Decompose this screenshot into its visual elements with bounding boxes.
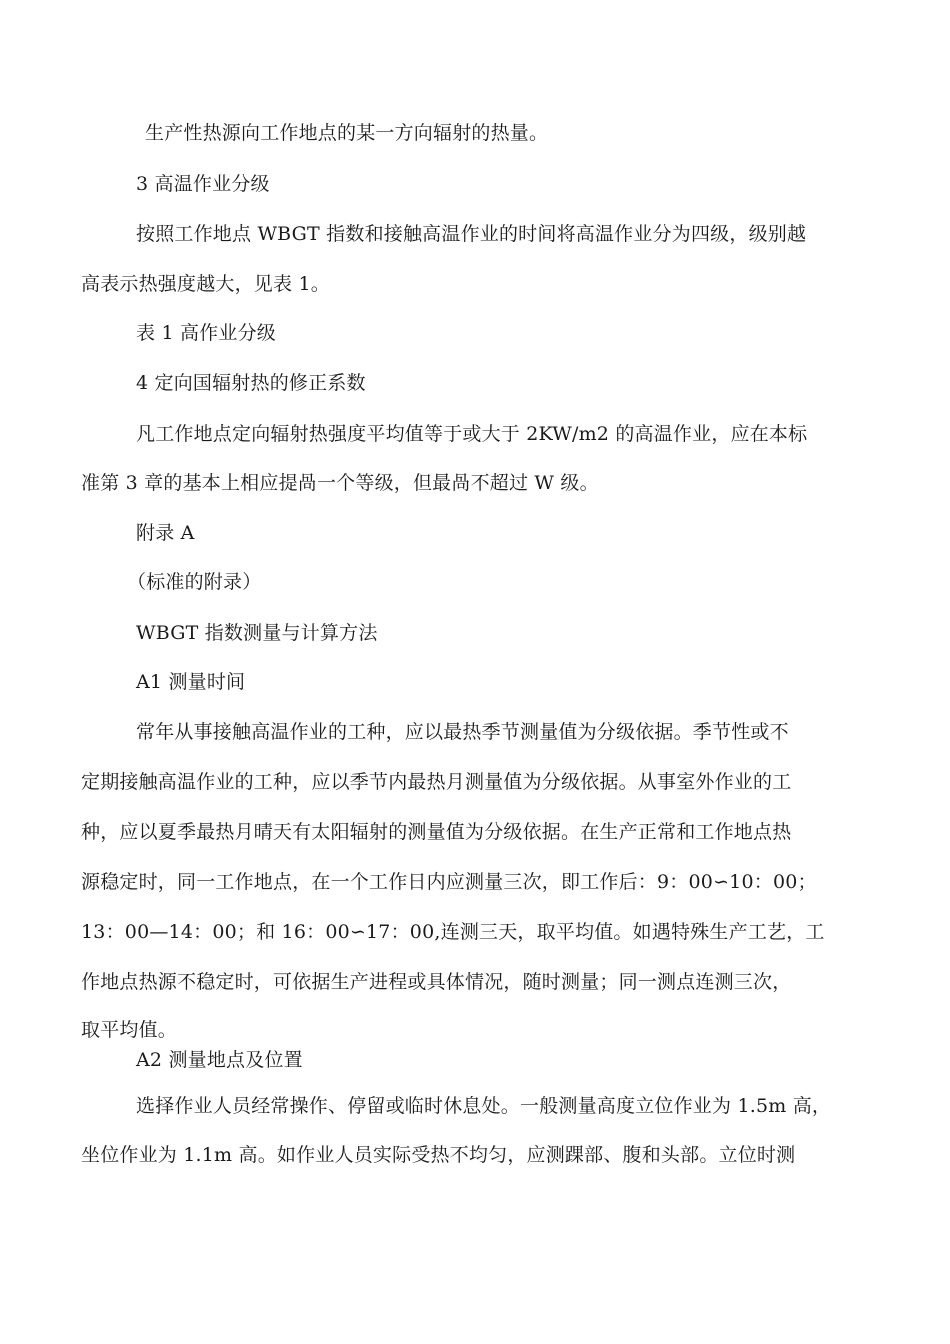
paragraph-line: 凡工作地点定向辐射热强度平均值等于或大于 2KW/m2 的高温作业，应在本标 [136,423,808,445]
paragraph-line: 定期接触高温作业的工种，应以季节内最热月测量值为分级依据。从事室外作业的工 [81,771,792,793]
section-heading: A1 测量时间 [136,671,246,693]
paragraph-line: 高表示热强度越大，见表 1。 [81,273,330,295]
paragraph-line: 按照工作地点 WBGT 指数和接触高温作业的时间将高温作业分为四级，级别越 [136,223,807,245]
section-heading: A2 测量地点及位置 [136,1049,303,1071]
appendix-heading: 附录 A [136,522,195,544]
paragraph-line: 坐位作业为 1.1m 高。如作业人员实际受热不均匀，应测踝部、腹和头部。立位时测 [81,1144,796,1166]
section-heading: 3 高温作业分级 [136,173,270,195]
table-caption: 表 1 高作业分级 [136,322,276,344]
paragraph-line: 生产性热源向工作地点的某一方向辐射的热量。 [145,122,549,144]
paragraph-line: 准第 3 章的基本上相应提咼一个等级，但最咼不超过 W 级。 [81,472,599,494]
paragraph-line: 取平均值。 [81,1019,178,1041]
appendix-title: WBGT 指数测量与计算方法 [136,622,378,644]
appendix-subheading: （标准的附录） [127,571,262,593]
paragraph-line: 作地点热源不稳定时，可依据生产进程或具体情况，随时测量；同一测点连测三次， [81,971,792,993]
paragraph-line: 选择作业人员经常操作、停留或临时休息处。一般测量高度立位作业为 1.5m 高， [136,1095,832,1117]
section-heading: 4 定向国辐射热的修正系数 [136,372,366,394]
paragraph-line: 13：00—14：00；和 16：00∽17：00,连测三天，取平均值。如遇特殊生产工艺，工 [81,921,825,943]
paragraph-line: 种，应以夏季最热月晴天有太阳辐射的测量值为分级依据。在生产正常和工作地点热 [81,821,792,843]
paragraph-line: 常年从事接触高温作业的工种，应以最热季节测量值为分级依据。季节性或不 [136,721,789,743]
paragraph-line: 源稳定时，同一工作地点，在一个工作日内应测量三次，即工作后：9：00∽10：00； [81,871,817,893]
